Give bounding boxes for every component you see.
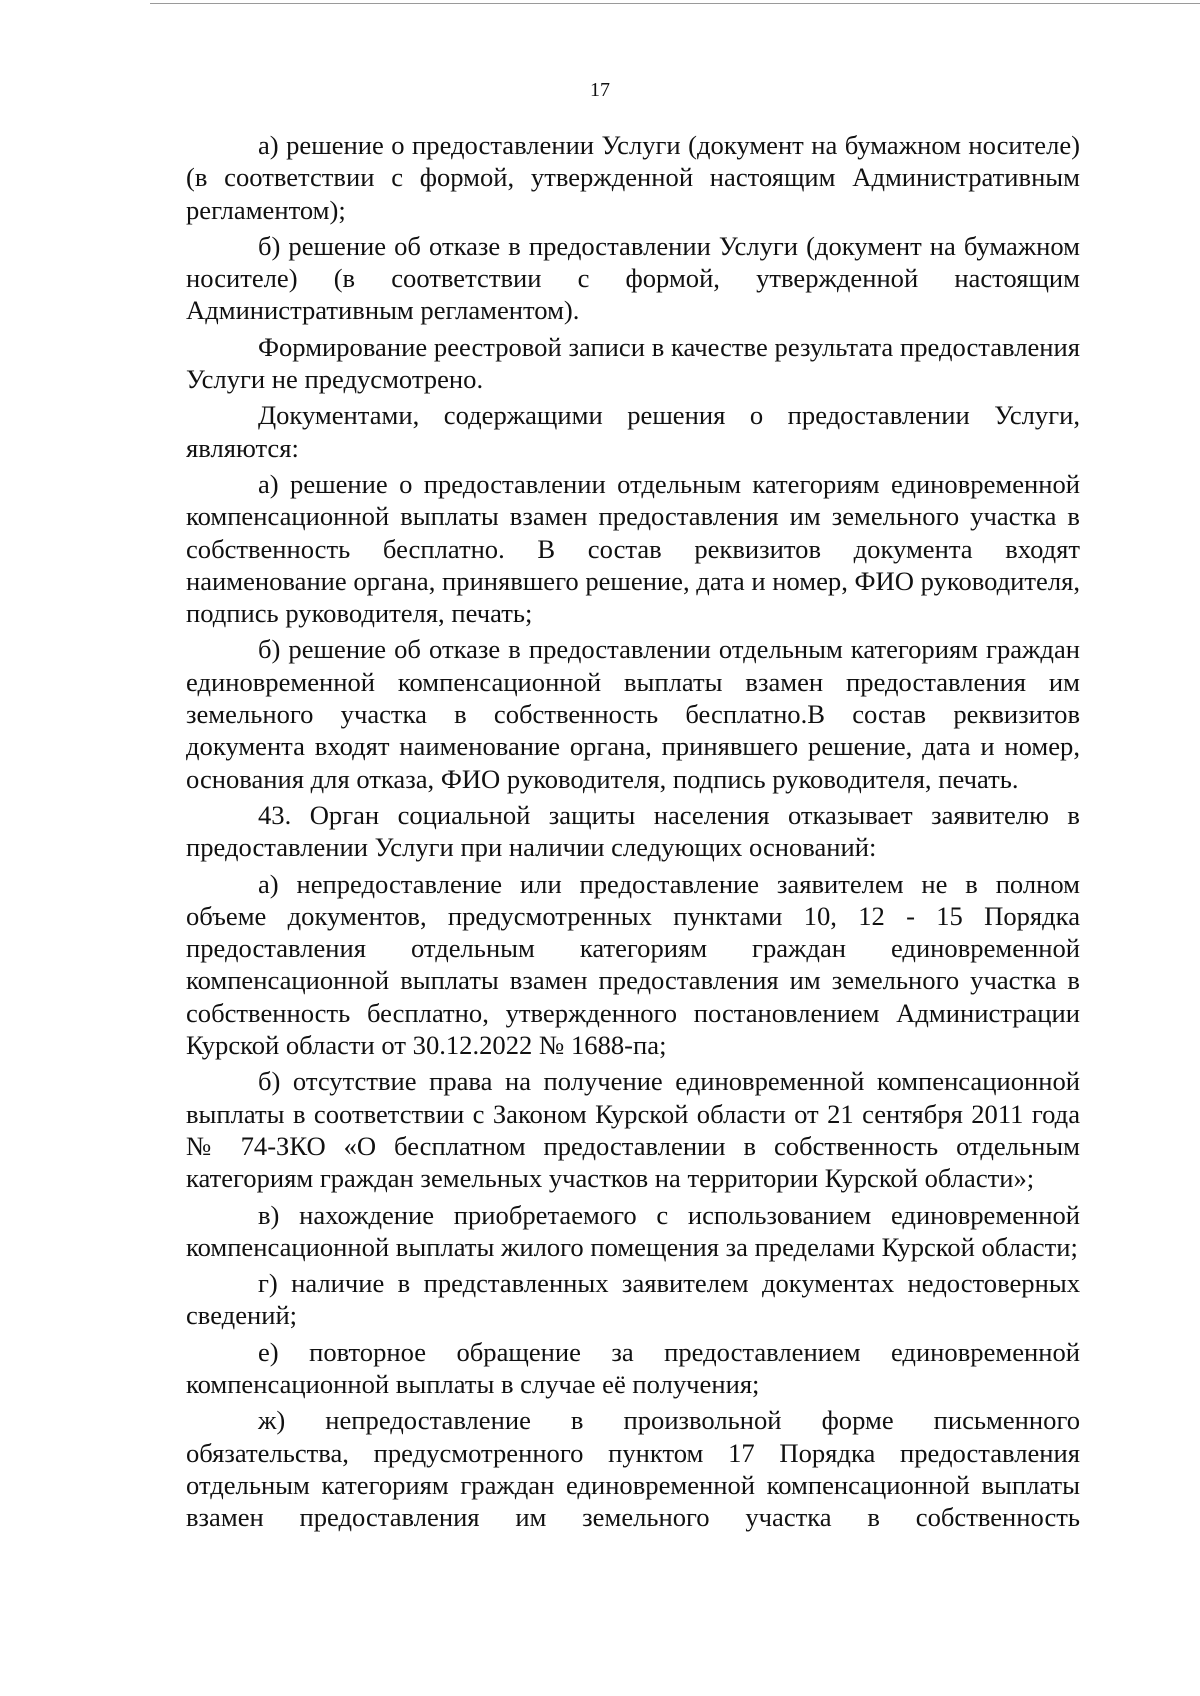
paragraph-decision-grant: а) решение о предоставлении Услуги (документ на бумажном носителе) (в соответствии с формой, утвержденной настоящим Административным регламентом); [186,130,1080,225]
paragraph-documents-intro: Документами, содержащими решения о предоставлении Услуги, являются: [186,400,1080,463]
paragraph-43-a: а) непредоставление или предоставление заявителем не в полном объеме документов, предусмотренных пунктами 10, 12 - 15 Порядка предоставления отдельным категориям граждан единовременной компенсационной выплаты взамен предоставления им земельного участка в собственность бесплатно, утвержденного постановлением Администрации Курской области от 30.12.2022 № 1688-па; [186,868,1080,1061]
paragraph-documents-b: б) решение об отказе в предоставлении отдельным категориям граждан единовременной компенсационной выплаты взамен предоставления им земельного участка в собственность бесплатно.В состав реквизитов документа входят наименование органа, принявшего решение, дата и номер, основания для отказа, ФИО руководителя, подпись руководителя, печать. [186,634,1080,794]
paragraph-decision-refusal: б) решение об отказе в предоставлении Услуги (документ на бумажном носителе) (в соответствии с формой, утвержденной настоящим Административным регламентом). [186,230,1080,326]
paragraph-43-intro: 43. Орган социальной защиты населения отказывает заявителю в предоставлении Услуги при наличии следующих оснований: [186,799,1080,863]
document-body [186,129,1080,1533]
paragraph-documents-a: а) решение о предоставлении отдельным категориям единовременной компенсационной выплаты взамен предоставления им земельного участка в собственность бесплатно. В состав реквизитов документа входят наименование органа, принявшего решение, дата и номер, ФИО руководителя, подпись руководителя, печать; [186,468,1080,629]
paragraph-registry-record: Формирование реестровой записи в качестве результата предоставления Услуги не предусмотрено. [186,331,1080,395]
page-number: 17 [590,79,610,101]
paragraph-43-b: б) отсутствие права на получение единовременной компенсационной выплаты в соответствии с Законом Курской области от 21 сентября 2011 года № 74-ЗКО «О бесплатном предоставлении в собственность отдельным категориям граждан земельных участков на территории Курской области»; [186,1066,1080,1194]
paragraph-43-zh: ж) непредоставление в произвольной форме письменного обязательства, предусмотренного пунктом 17 Порядка предоставления отдельным категориям граждан единовременной компенсационной выплаты взамен предоставления им земельного участка в собственность [186,1405,1080,1533]
paragraph-43-v: в) нахождение приобретаемого с использованием единовременной компенсационной выплаты жилого помещения за пределами Курской области; [186,1199,1080,1262]
paragraph-43-g: г) наличие в представленных заявителем документах недостоверных сведений; [186,1268,1080,1331]
paragraph-43-e: е) повторное обращение за предоставлением единовременной компенсационной выплаты в случае её получения; [186,1336,1080,1399]
scan-edge-line [150,3,1200,4]
